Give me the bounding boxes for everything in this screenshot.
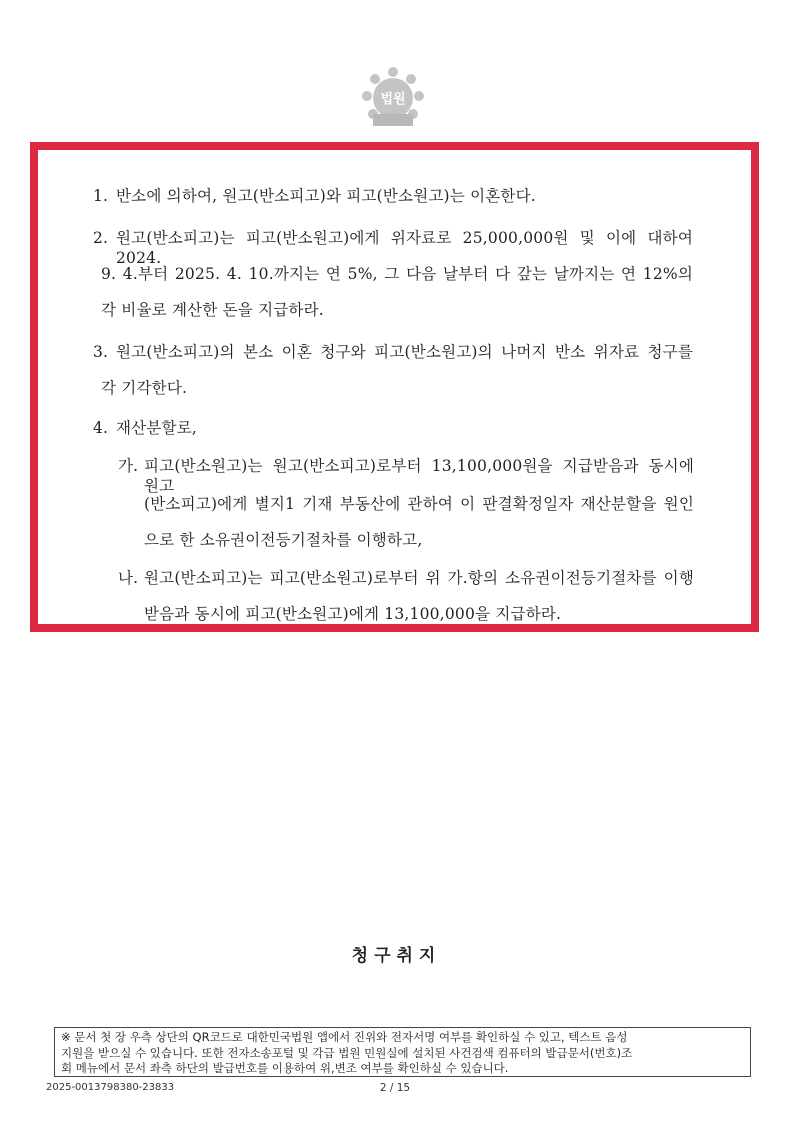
item-2-line-3: 각 비율로 계산한 돈을 지급하라. <box>101 301 324 319</box>
item-4-text: 재산분할로, <box>116 419 197 437</box>
item-2-line-2: 9. 4.부터 2025. 4. 10.까지는 연 5%, 그 다음 날부터 다 갚는 날까지는 연 12%의 <box>101 265 693 283</box>
item-4-number: 4. <box>93 419 109 437</box>
item-2-number: 2. <box>93 229 109 247</box>
item-3-line-2: 각 기각한다. <box>101 379 188 397</box>
emblem-label: 법원 <box>380 92 406 107</box>
item-4-ga-line-2: (반소피고)에게 별지1 기재 부동산에 관하여 이 판결확정일자 재산분할을 원인 <box>144 495 694 513</box>
section-title: 청구취지 <box>351 946 442 966</box>
item-1-number: 1. <box>93 187 109 205</box>
court-emblem-icon <box>357 62 429 134</box>
item-4-na-line-1: 원고(반소피고)는 피고(반소원고)로부터 위 가.항의 소유권이전등기절차를 이행 <box>144 569 694 587</box>
item-4-ga-line-3: 으로 한 소유권이전등기절차를 이행하고, <box>144 531 423 549</box>
item-2-line-1: 원고(반소피고)는 피고(반소원고)에게 위자료로 25,000,000원 및 이에 대하여 2024. <box>116 229 693 267</box>
item-3-number: 3. <box>93 343 109 361</box>
notice-line-3: 회 메뉴에서 문서 좌측 하단의 발급번호를 이용하여 위,변조 여부를 확인하실 수 있습니다. <box>61 1061 509 1075</box>
item-4-ga-label: 가. <box>118 457 139 475</box>
verification-notice <box>54 1027 751 1077</box>
document-number: 2025-0013798380-23833 <box>46 1082 175 1093</box>
notice-line-2: 지원을 받으실 수 있습니다. 또한 전자소송포털 및 각급 법원 민원실에 설치된 사건검색 컴퓨터의 발급문서(번호)조 <box>61 1045 633 1060</box>
item-4-na-label: 나. <box>118 569 139 587</box>
item-1-text: 반소에 의하여, 원고(반소피고)와 피고(반소원고)는 이혼한다. <box>116 187 536 205</box>
page-number: 2 / 15 <box>379 1082 411 1094</box>
item-4-ga-line-1: 피고(반소원고)는 원고(반소피고)로부터 13,100,000원을 지급받음과 동시에 원고 <box>144 457 694 495</box>
item-3-line-1: 원고(반소피고)의 본소 이혼 청구와 피고(반소원고)의 나머지 반소 위자료 청구를 <box>116 343 693 361</box>
notice-line-1: ※ 문서 첫 장 우측 상단의 QR코드로 대한민국법원 앱에서 진위와 전자서명 여부를 확인하실 수 있고, 텍스트 음성 <box>61 1030 628 1044</box>
item-4-na-line-2: 받음과 동시에 피고(반소원고)에게 13,100,000을 지급하라. <box>144 605 562 623</box>
